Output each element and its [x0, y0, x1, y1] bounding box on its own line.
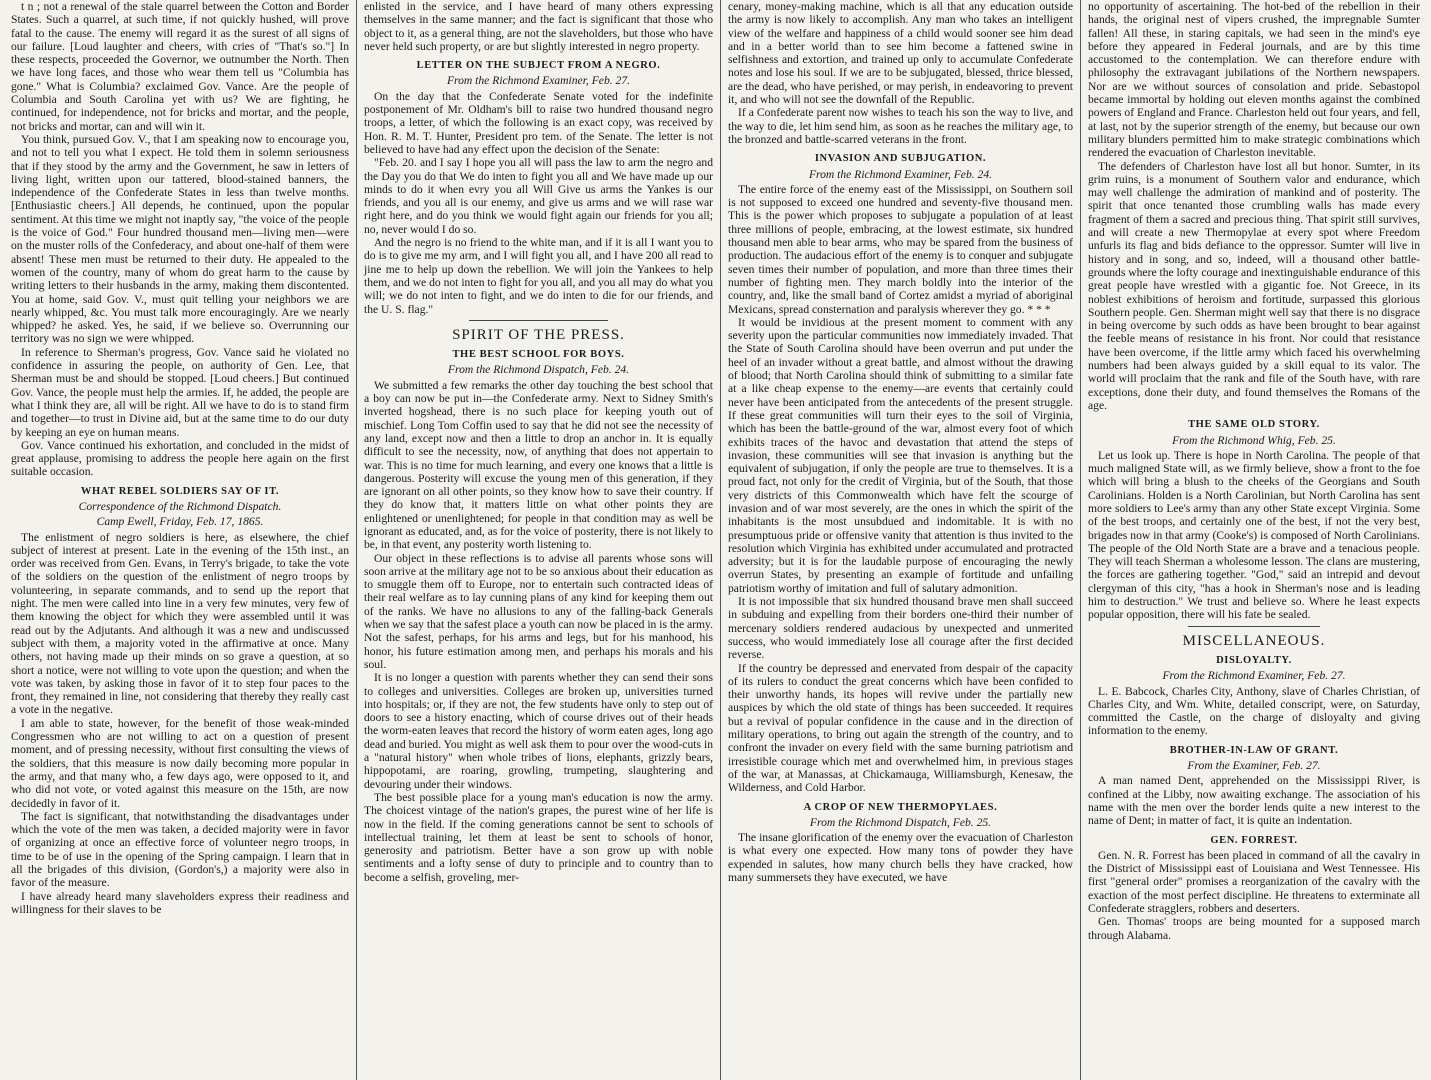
article-source-line: Correspondence of the Richmond Dispatch. [78, 499, 282, 513]
article-paragraph: cenary, money-making machine, which is all that any education outside the army is now likely to accomplish. Any man who takes an intelligent view of the welfare and happiness of a child would sooner see him dead and in a better world than to see him become a fattened swine in selfishness and extortion, and trained up only to accumulate Confederate notes and lose his soul. If we are to be subjugated, blessed, thrice blessed, are the dead, who have perished, or may perish, in endeavoring to prevent it, and who will not see the downfall of the Republic. [728, 0, 1073, 107]
article-paragraph: Let us look up. There is hope in North Carolina. The people of that much maligned State will, as we firmly believe, show a front to the foe which will bring a blush to the cheeks of the Georgians and South Carolinians. Holden is a North Carolinian, but North Carolina has sent more soldiers to Lee's army than any other State except Virginia. Some of the best troops, and certainly one of the best, if not the very best, brigades now in that army (Cooke's) is composed of North Carolinians. The people of the Old North State are a brave and a tenacious people. They will teach Sherman a wholesome lesson. The clans are mustering, the forces are gathering together. "God," said an intrepid and devout clergyman of this city, "has a hook in Sherman's nose and is leading him to destruction." We trust and believe so. Where he least expects popular opposition, there will his fate be sealed. [1088, 448, 1420, 622]
article-paragraph: I am able to state, however, for the benefit of those weak-minded Congressmen who are not willing to act on a question of present moment, and of pressing necessity, without first consulting the views of the soldiers, that this measure is now daily becoming more popular in the army, and that many who, a few days ago, were opposed to it, and who did not vote, or voted against this measure on the 15th, are now decidedly in favor of it. [11, 716, 349, 810]
article-headline: LETTER ON THE SUBJECT FROM A NEGRO. [416, 60, 661, 72]
newspaper-column-3 [720, 0, 1080, 1080]
article-source-line: From the Richmond Examiner, Feb. 24. [808, 167, 993, 181]
article-paragraph: We submitted a few remarks the other day touching the best school that a boy can now be put in—the Confederate army. Next to Sidney Smith's inverted hogshead, there is no such place for keeping youth out of mischief. Long Tom Coffin used to say that he did not see the necessity of any land, except now and then a little to drop an anchor in. It is equally difficult to see the necessity, now, of anything that does not appertain to war. This is no time for much learning, and every one knows that a little is dangerous. Posterity will excuse the young men of this generation, if they are ignorant on all other points, so they know how to save their country. If they do know that, it matters little on what other points they are enlightened or unenlightened; for people in that condition may as well be ignorant as educated, and, as for the voice of posterity, there is not likely to be, in that event, any posterity worth listening to. [364, 378, 713, 552]
article-paragraph: It is no longer a question with parents whether they can send their sons to colleges and universities. Colleges are broken up, universities turned into hospitals; or, if they are not, the few students have only to step out of doors to see a history enacting, which of course drives out of their heads the worm-eaten leaves that record the history of worm eaten ages, long ago dead and buried. You might as well ask them to pour over the wood-cuts in a "natural history" when whole tribes of lions, elephants, grizzly bears, hippopotami, are roaring, growling, trumpeting, slaughtering and devouring under their windows. [364, 671, 713, 791]
article-headline: WHAT REBEL SOLDIERS SAY OF IT. [80, 485, 280, 497]
article-headline: A CROP OF NEW THERMOPYLAES. [803, 801, 998, 813]
article-paragraph: The best possible place for a young man's education is now the army. The choicest vintage of the nation's grapes, the purest wine of her life is now in the field. If the coming generations cannot be sent to schools of intellectual training, let them at least be sent to schools of honor, generosity and patriotism. Better have a son grow up with noble sentiments and a lofty sense of duty to principle and to country than to become a selfish, groveling, mer- [364, 790, 713, 884]
article-paragraph: no opportunity of ascertaining. The hot-bed of the rebellion in their hands, the original nest of vipers crushed, the impregnable Sumter fallen! All these, in staring capitals, we had seen in the mind's eye before they appeared in Federal journals, and are by this time accustomed to the contemplation. We can therefore endure with philosophy the extravagant jubilations of the Northern newspapers. Nor are we without sources of consolation and pride. Sebastopol became immortal by holding out eleven months against the combined powers of England and France. Charleston held out four years, and fell, at last, not by the superior strength of the enemy, but because our own military blunders permitted him to make strategic combinations which rendered the evacuation of Charleston inevitable. [1088, 0, 1420, 160]
article-headline: THE SAME OLD STORY. [1188, 419, 1320, 431]
article-paragraph: I have already heard many slaveholders express their readiness and willingness for their slaves to be [11, 889, 349, 916]
article-source-line: From the Richmond Examiner, Feb. 27. [1162, 669, 1346, 683]
article-paragraph: It would be invidious at the present moment to comment with any severity upon the particular communities now immediately invaded. That the State of South Carolina should have been overrun and put under the heel of an invader without a great battle, and almost without the drawing of blood; that North Carolina should think of submitting to a similar fate at a like cheap expense to the enemy—are events that certainly could never have been anticipated from the antecedents of the present struggle. If these great communities will turn their eyes to the soil of Virginia, which has been the battle-ground of the war, almost every foot of which exhibits traces of the havoc and devastation that attend the steps of invasion, these communities will see that invasion is anything but the equivalent of subjugation, if only the people are true to themselves. It is a proud fact, not only for the credit of Virginia, but of the South, that those very districts of this Commonwealth which have felt the scourge of invasion and of war most severely, are the ones in which the spirit of the inhabitants is the most unsubdued and indomitable. It is with no presumptuous pride or offensive vanity that attention is thus invited to the resolution which Virginia has exhibited under accumulated and protracted adversity; but it is for the laudable purpose of encouraging the newly overrun States, by presenting an example of fortitude and unfailing patriotism worthy of imitation and full of salutary admonition. [728, 315, 1073, 595]
article-headline: INVASION AND SUBJUGATION. [814, 153, 987, 165]
article-headline: THE BEST SCHOOL FOR BOYS. [452, 349, 625, 361]
article-paragraph: The enlistment of negro soldiers is here, as elsewhere, the chief subject of interest at present. Late in the evening of the 15th inst., an order was received from Gen. Evans, in Terry's brigade, to take the vote of the soldiers on the question of the enlistment of negro troops by volunteering, in separate commands, and to send up the report that night. The men were called into line in a very few minutes, very few of them knowing the object for which they were assembled until it was read out by the Adjutants. And although it was a new and undiscussed subject with them, a majority voted in the affirmative at once. Many others, not having made up their minds on so grave a question, at so short a notice, were not willing to vote upon the question; and when the vote was taken, by asking those in favor of it to step four paces to the front, they remained in line, not considering that thereby they really cast a vote in the negative. [11, 530, 349, 717]
article-paragraph: On the day that the Confederate Senate voted for the indefinite postponement of Mr. Oldham's bill to raise two hundred thousand negro troops, a letter, of which the following is an exact copy, was received by Hon. R. M. T. Hunter, President pro tem. of the Senate. The letter is not believed to have had any effect upon the decision of the Senate: [364, 89, 713, 156]
article-source-line: From the Richmond Dispatch, Feb. 24. [447, 363, 630, 377]
article-paragraph: Gen. N. R. Forrest has been placed in command of all the cavalry in the District of Mississippi east of Louisiana and West Tennessee. His first "general order" promises a reorganization of the cavalry with the exaction of the most perfect discipline. He threatens to exterminate all Confederate stragglers, robbers and deserters. [1088, 848, 1420, 915]
section-heading: MISCELLANEOUS. [1182, 632, 1326, 649]
article-source-line: From the Richmond Examiner, Feb. 27. [446, 74, 631, 88]
column-divider-rule [1188, 626, 1321, 627]
article-headline: DISLOYALTY. [1216, 654, 1292, 666]
article-paragraph: If a Confederate parent now wishes to teach his son the way to live, and the way to die, let him send him, as soon as he reaches the military age, to the bronzed and battle-scarred veterans in the front. [728, 106, 1073, 146]
article-paragraph: The defenders of Charleston have lost all but honor. Sumter, in its grim ruins, is a monument of Southern valor and endurance, which may well challenge the admiration of mankind and of posterity. The spirit that once tenanted those crumbling walls has made every fragment of them a sacred and precious thing. That spirit still survives, and will create a new Thermopylae at every spot where Freedom unfurls its flag and bids defiance to the oppressor. Sumter will live in history and in song, and so, indeed, will a thousand other battle-grounds where the lofty courage and inextinguishable endurance of this great people have wrestled with a gigantic foe. Not Greece, in its noblest exhibitions of heroism and fortitude, surpassed this glorious Southern people. Gen. Sherman might well say that there is no disgrace in being overcome by such odds as have been brought to bear against the feeble means of resistance in his front. Nor could that resistance have been overcome, if the little army which faced his overwhelming numbers had been always guided by a skill equal to its valor. The world will proclaim that the rank and file of the South have, with rare exceptions, done their duty, and found themselves the Romans of the age. [1088, 159, 1420, 412]
newspaper-column-1 [4, 0, 356, 1080]
article-paragraph: Our object in these reflections is to advise all parents whose sons will soon arrive at the military age not to be so anxious about their education as to smuggle them off to Europe, nor to entertain such contracted ideas of their real welfare as to lay cunning plans of any kind for keeping them out of the ranks. We have no allusions to any of the falling-back Generals when we say that the safest place a youth can now be placed in is the army. Not the safest, perhaps, for his arms and legs, but for his manhood, his honor, his future estimation among men, and perhaps his morals and his soul. [364, 551, 713, 671]
article-paragraph: If the country be depressed and enervated from despair of the capacity of its rulers to conduct the great concerns which have been confided to their unworthy hands, its hopes will revive under the partially new auspices by which the old state of things has been succeeded. It requires but a revival of popular confidence in the cause and in the direction of military operations, to bring out again the strength of the country, and to confront the invader on every field with the same burning patriotism and irresistible courage which met and overwhelmed him, in previous stages of the war, at Manassas, at Chickamauga, Williamsburgh, Kenesaw, the Wilderness, and Cold Harbor. [728, 661, 1073, 795]
article-source-line: From the Richmond Whig, Feb. 25. [1172, 433, 1336, 447]
article-headline: GEN. FORREST. [1210, 834, 1298, 846]
article-paragraph: In reference to Sherman's progress, Gov. Vance said he violated no confidence in assuring the people, on authority of Gen. Lee, that Sherman must be and should be stopped. [Loud cheers.] But continued Gov. Vance, the people must help the armies. If, he added, the people are what I think they are, all will be right. All we have to do is to stand firm and together—to trust in Divine aid, but at the same time to do our duty by keeping an eye on human means. [11, 345, 349, 439]
column-divider-rule [469, 320, 609, 321]
article-paragraph: The insane glorification of the enemy over the evacuation of Charleston is what every one expected. How many tons of powder they have expended in salutes, how many church bells they have cracked, how many summersets they have executed, we have [728, 831, 1073, 884]
article-paragraph: The entire force of the enemy east of the Mississippi, on Southern soil is not supposed to exceed one hundred and seventy-five thousand men. This is the power which proposes to subjugate a population of at least three millions of people, embracing, at the lowest estimate, six hundred thousand men able to bear arms, who may be spared from the business of production. The audacious effort of the enemy is to conquer and subjugate seven times their number of population, and more than three times their number of fighting men. They march boldly into the interior of the country, and, like the small band of Cortez amidst a myriad of aboriginal Mexicans, spread consternation and paralysis wherever they go. * * * [728, 182, 1073, 316]
article-source-line: From the Richmond Dispatch, Feb. 25. [809, 815, 992, 829]
article-paragraph: And the negro is no friend to the white man, and if it is all I want you to do is to give me my arm, and I will fight you all, and I have 200 all read to jine me to help up down the rebellion. We will join the Yankees to help them, and we do not inten to fight for you all, and you all may do what you will; we do not inten to fight, and we do inten to die for our friends, and the U. S. flag." [364, 236, 713, 316]
article-paragraph: enlisted in the service, and I have heard of many others expressing themselves in the same manner; and the fact is significant that those who object to it, as a general thing, are not the slaveholders, but those who have never held such property, or are but slightly interested in negro property. [364, 0, 713, 53]
article-paragraph: It is not impossible that six hundred thousand brave men shall succeed in subduing and expelling from their borders one-third their number of mercenary soldiers rendered audacious by unexpected and unmerited success, who would immediately lose all courage after the first decided reverse. [728, 595, 1073, 662]
article-headline: BROTHER-IN-LAW OF GRANT. [1169, 744, 1339, 756]
article-paragraph: A man named Dent, apprehended on the Mississippi River, is confined at the Libby, now awaiting exchange. The association of his name with the men over the border lends quite a new interest to the name of Dent; in matter of fact, it is quite an indentation. [1088, 774, 1420, 828]
article-paragraph: L. E. Babcock, Charles City, Anthony, slave of Charles Christian, of Charles City, and Wm. White, detailed conscript, were, on Saturday, committed the Castle, on the charge of disloyalty and giving information to the enemy. [1088, 684, 1420, 738]
article-source-line: From the Examiner, Feb. 27. [1187, 759, 1321, 773]
article-paragraph: The fact is significant, that notwithstanding the disadvantages under which the vote of the men was taken, a decided majority were in favor of organizing at once an effective force of volunteer negro troops, in time to be of use in the opening of the Spring campaign. I learn that in all the brigades of this division, (Gordon's,) a majority were also in favor of the measure. [11, 809, 349, 890]
article-paragraph: Gen. Thomas' troops are being mounted for a supposed march through Alabama. [1088, 915, 1420, 942]
article-paragraph: You think, pursued Gov. V., that I am speaking now to encourage you, and not to tell you what I expect. He told them in solemn seriousness that if they stood by the army and the Government, he saw in letters of living light, written upon our tattered, blood-stained banners, the independence of the Confederate States in less than twelve months. [Enthusiastic cheers.] All depends, he continued, upon the popular sentiment. At this time we might not inaptly say, "the voice of the people is the voice of God." Four hundred thousand men—living men—were on the muster rolls of the Confederacy, and about one-half of them were absent! These men must be returned to their duty. He appealed to the women of the country, many of whom do great harm to the cause by writing letters to their husbands in the army, making them discontented. You at home, said Gov. V., must quit telling your neighbors we are nearly whipped, &c. You must talk more encouragingly. Are we nearly whipped? he asked. Yes, he said, if we believe so. Overrunning our territory was no sign we were whipped. [11, 132, 349, 346]
article-paragraph: Gov. Vance continued his exhortation, and concluded in the midst of great applause, promising to address the people here again on the first suitable occasion. [11, 438, 349, 479]
newspaper-column-4 [1080, 0, 1427, 1080]
article-paragraph: "Feb. 20. and I say I hope you all will pass the law to arm the negro and the Day you do that We do inten to fight you all and We have made up our minds to do it when evry you all Will Give us arms the Yankes is our friends, and you all is our enemy, and give us arms and we will rase war right here, and do you think we would fight again our friends for you all; no, never would I do so. [364, 156, 713, 236]
article-paragraph: t n ; not a renewal of the stale quarrel between the Cotton and Border States. Such a quarrel, at such time, if not quickly hushed, will prove fatal to the cause. The enemy will regard it as the surest of all signs of our failure. [Loud laughter and cheers, with cries of "That's so."] In these respects, proceeded the Governor, we outnumber the North. Then we have long faces, and those who wear them tell us "Columbia has gone." What is Columbia? exclaimed Gov. Vance. Are the people of Columbia and South Carolina yet with us? We are fighting, he continued, for independence, not for bricks and mortar, and the people, not bricks and mortar, can and will win it. [11, 0, 349, 133]
section-heading: SPIRIT OF THE PRESS. [452, 326, 625, 343]
article-source-line: Camp Ewell, Friday, Feb. 17, 1865. [96, 515, 264, 529]
newspaper-column-2 [356, 0, 720, 1080]
